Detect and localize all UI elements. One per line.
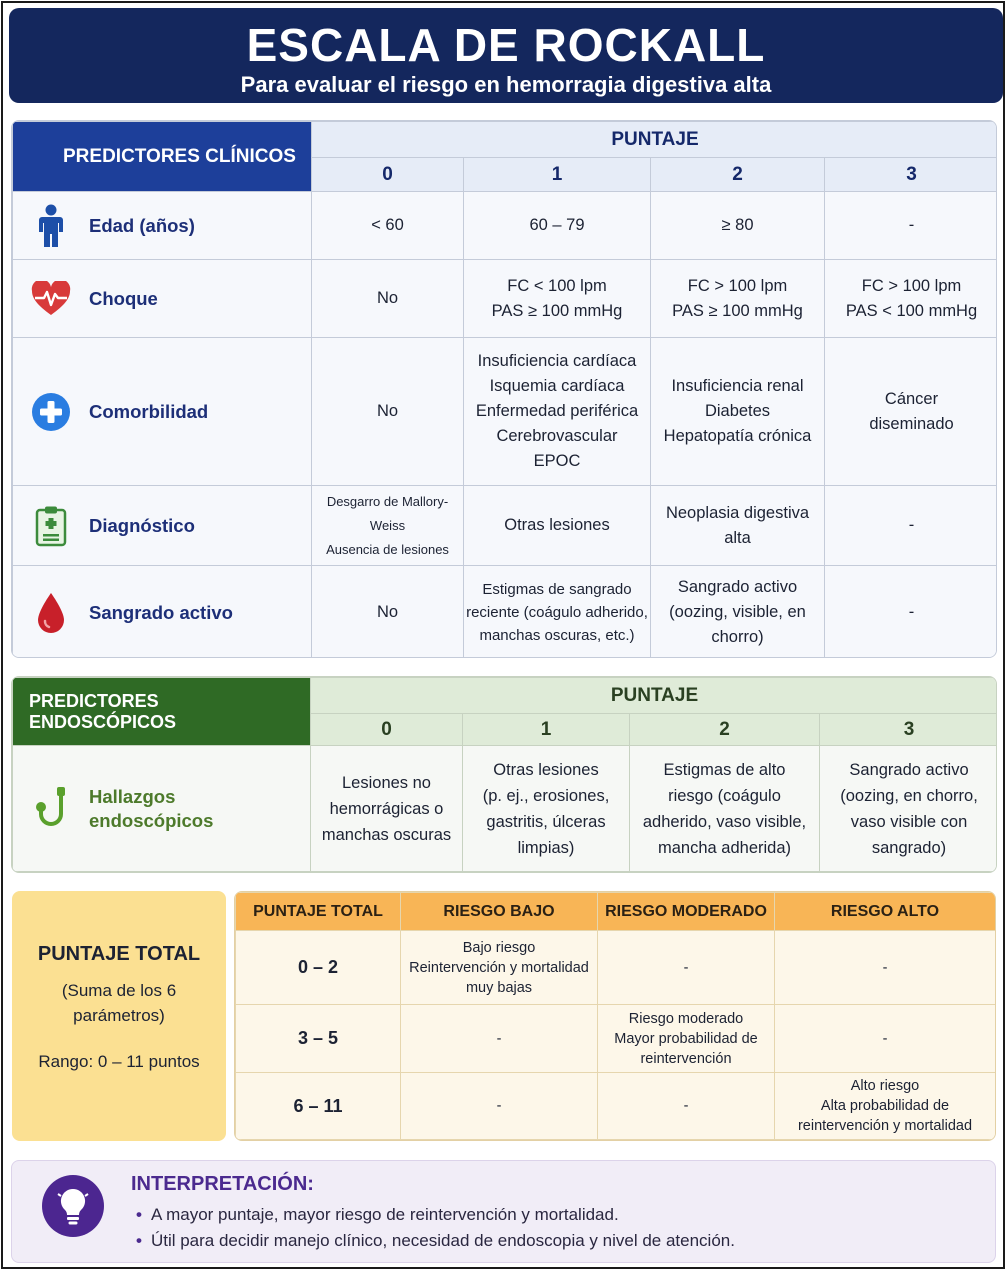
risk-header-low: RIESGO BAJO xyxy=(401,893,598,931)
table-cell: - xyxy=(401,1073,598,1140)
risk-score: 0 – 2 xyxy=(236,931,401,1005)
table-cell: FC > 100 lpm PAS ≥ 100 mmHg xyxy=(651,260,825,338)
total-score-range: Rango: 0 – 11 puntos xyxy=(38,1052,200,1071)
page-subtitle: Para evaluar el riesgo en hemorragia digestiva alta xyxy=(240,72,772,97)
lightbulb-icon xyxy=(42,1175,104,1237)
interpretation-list xyxy=(136,1202,735,1254)
total-score-subtitle: (Suma de los 6 parámetros) xyxy=(61,981,177,1025)
page-frame xyxy=(1,1,1005,1269)
table-row xyxy=(236,1073,996,1140)
row-label-text: Choque xyxy=(89,287,158,309)
row-label-text: Comorbilidad xyxy=(89,400,209,422)
risk-header-moderate: RIESGO MODERADO xyxy=(598,893,775,931)
table-row xyxy=(236,931,996,1005)
total-score-box xyxy=(12,891,226,1141)
table-row xyxy=(13,486,998,566)
row-label-text: Diagnóstico xyxy=(89,514,195,536)
risk-table xyxy=(234,891,996,1141)
endoscope-icon xyxy=(29,787,73,831)
row-label-text: Hallazgos endoscópicos xyxy=(89,785,214,831)
table-cell: Insuficiencia cardíaca Isquemia cardíaca Enfermedad periférica Cerebrovascular EPOC xyxy=(464,338,651,486)
list-item: • Útil para decidir manejo clínico, necesidad de endoscopia y nivel de atención. xyxy=(136,1228,735,1254)
clinical-predictors-table xyxy=(11,120,997,658)
blood-drop-icon xyxy=(29,591,73,635)
table-cell: Otras lesiones (p. ej., erosiones, gastritis, úlceras limpias) xyxy=(463,746,630,872)
table-cell: No xyxy=(312,338,464,486)
page-header xyxy=(9,8,1003,103)
table-cell: - xyxy=(775,931,996,1005)
table-cell: Riesgo moderado Mayor probabilidad de reintervención xyxy=(598,1005,775,1073)
endoscopic-score-col-1: 1 xyxy=(463,714,630,746)
medical-cross-icon xyxy=(29,390,73,434)
table-cell: Insuficiencia renal Diabetes Hepatopatía crónica xyxy=(651,338,825,486)
page-title: ESCALA DE ROCKALL xyxy=(246,19,766,71)
risk-header-score: PUNTAJE TOTAL xyxy=(236,893,401,931)
row-label-sangrado xyxy=(13,566,312,659)
table-cell: Cáncer diseminado xyxy=(825,338,998,486)
table-cell: ≥ 80 xyxy=(651,192,825,260)
table-cell: Desgarro de Mallory-Weiss Ausencia de lesiones xyxy=(312,486,464,566)
table-cell: < 60 xyxy=(312,192,464,260)
table-cell: 60 – 79 xyxy=(464,192,651,260)
table-cell: No xyxy=(312,260,464,338)
list-item: • A mayor puntaje, mayor riesgo de reintervención y mortalidad. xyxy=(136,1202,735,1228)
table-row xyxy=(13,746,998,872)
table-cell: Sangrado activo (oozing, visible, en chorro) xyxy=(651,566,825,659)
endoscopic-score-col-2: 2 xyxy=(630,714,820,746)
endoscopic-score-col-0: 0 xyxy=(311,714,463,746)
clinical-corner-label: PREDICTORES CLÍNICOS xyxy=(13,122,312,192)
table-cell: Estigmas de alto riesgo (coágulo adherido, vaso visible, mancha adherida) xyxy=(630,746,820,872)
table-cell: Bajo riesgo Reintervención y mortalidad muy bajas xyxy=(401,931,598,1005)
row-label-diagnostico xyxy=(13,486,312,566)
endoscopic-score-col-3: 3 xyxy=(820,714,998,746)
clinical-score-col-1: 1 xyxy=(464,158,651,192)
row-label-comorbilidad xyxy=(13,338,312,486)
risk-score: 6 – 11 xyxy=(236,1073,401,1140)
row-label-hallazgos xyxy=(13,746,311,872)
endoscopic-corner-label: PREDICTORES ENDOSCÓPICOS xyxy=(13,678,311,746)
row-label-text: Sangrado activo xyxy=(89,601,233,623)
clinical-score-col-3: 3 xyxy=(825,158,998,192)
table-row xyxy=(13,260,998,338)
table-cell: - xyxy=(825,566,998,659)
row-label-choque xyxy=(13,260,312,338)
interpretation-title: INTERPRETACIÓN: xyxy=(131,1173,314,1195)
row-label-edad xyxy=(13,192,312,260)
table-cell: Estigmas de sangrado reciente (coágulo adherido, manchas oscuras, etc.) xyxy=(464,566,651,659)
table-row xyxy=(236,1005,996,1073)
clipboard-icon xyxy=(29,504,73,548)
risk-score: 3 – 5 xyxy=(236,1005,401,1073)
endoscopic-predictors-table xyxy=(11,676,997,873)
clinical-score-header: PUNTAJE xyxy=(312,122,998,158)
table-cell: No xyxy=(312,566,464,659)
risk-header-high: RIESGO ALTO xyxy=(775,893,996,931)
table-cell: Otras lesiones xyxy=(464,486,651,566)
table-cell: FC > 100 lpm PAS < 100 mmHg xyxy=(825,260,998,338)
table-cell: - xyxy=(598,1073,775,1140)
clinical-score-col-2: 2 xyxy=(651,158,825,192)
endoscopic-score-header: PUNTAJE xyxy=(311,678,998,714)
heart-pulse-icon xyxy=(29,277,73,321)
table-cell: - xyxy=(825,192,998,260)
table-cell: - xyxy=(825,486,998,566)
table-cell: - xyxy=(401,1005,598,1073)
total-score-title: PUNTAJE TOTAL xyxy=(37,943,201,965)
table-cell: FC < 100 lpm PAS ≥ 100 mmHg xyxy=(464,260,651,338)
table-row xyxy=(13,566,998,659)
clinical-score-col-0: 0 xyxy=(312,158,464,192)
table-cell: Lesiones no hemorrágicas o manchas oscuras xyxy=(311,746,463,872)
interpretation-box xyxy=(11,1160,996,1263)
table-cell: - xyxy=(775,1005,996,1073)
table-cell: Neoplasia digestiva alta xyxy=(651,486,825,566)
table-cell: Alto riesgo Alta probabilidad de reintervención y mortalidad xyxy=(775,1073,996,1140)
table-cell: - xyxy=(598,931,775,1005)
row-label-text: Edad (años) xyxy=(89,214,195,236)
table-cell: Sangrado activo (oozing, en chorro, vaso visible con sangrado) xyxy=(820,746,998,872)
table-row xyxy=(13,192,998,260)
person-icon xyxy=(29,204,73,248)
table-row xyxy=(13,338,998,486)
